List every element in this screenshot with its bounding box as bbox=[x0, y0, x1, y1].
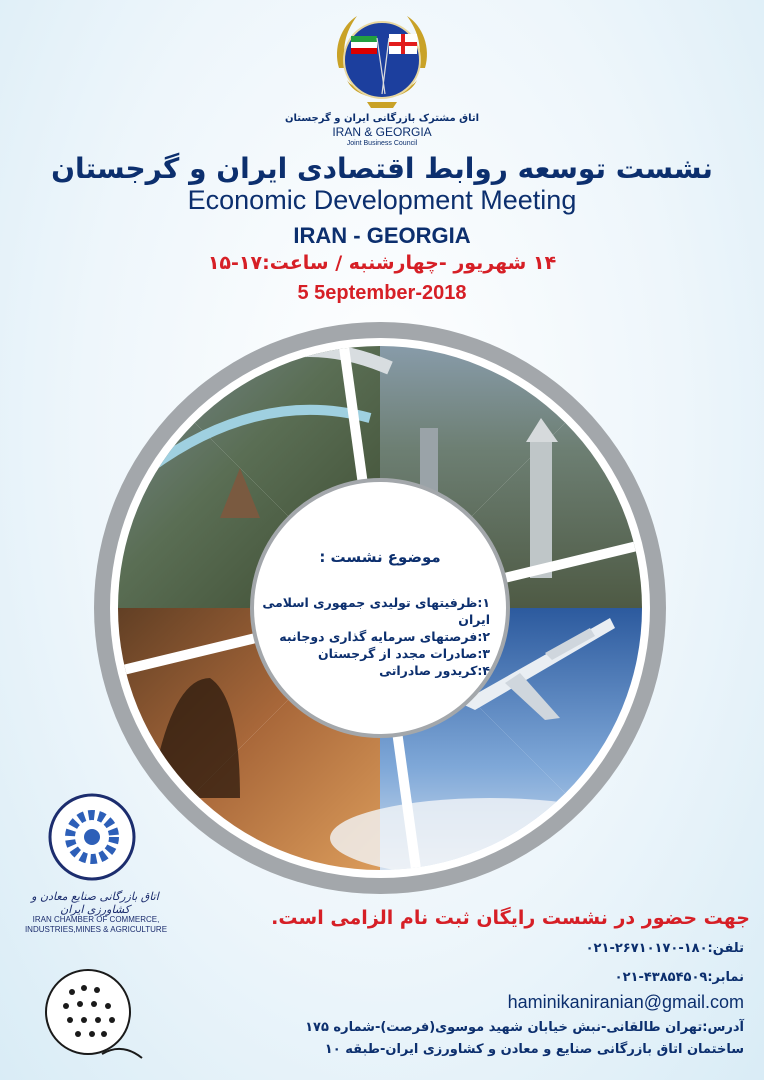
chamber-name-en-line1: IRAN CHAMBER OF COMMERCE, bbox=[32, 915, 160, 924]
event-date-fa: ۱۴ شهریور -چهارشنبه / ساعت:۱۷-۱۵ bbox=[207, 252, 557, 274]
topic-item: ۳:صادرات مجدد از گرجستان bbox=[317, 646, 490, 661]
emblem-globe bbox=[344, 22, 420, 98]
fax-number: نمابر:۴۳۸۵۴۵۰۹-۰۲۱ bbox=[614, 970, 744, 985]
council-subtitle: Joint Business Council bbox=[346, 140, 418, 147]
registration-note: جهت حضور در نشست رایگان ثبت نام الزامی است. bbox=[271, 907, 750, 929]
chamber-name-fa: اتاق بازرگانی صنایع معادن و کشاورزی ایران bbox=[31, 890, 159, 916]
page-title-en: Economic Development Meeting bbox=[187, 185, 577, 215]
event-date-en: 5 5eptember-2018 bbox=[297, 282, 467, 304]
topic-item: ۲:فرصتهای سرمایه گذاری دوجانبه bbox=[279, 629, 490, 644]
chamber-logo-icon bbox=[48, 793, 136, 881]
georgia-flag-icon bbox=[389, 34, 417, 54]
phone-number: تلفن:۱۸۰-۲۶۷۱۰۱۷۰-۰۲۱ bbox=[585, 941, 744, 956]
topic-item: ۱:ظرفیتهای تولیدی جمهوری اسلامی ایران bbox=[262, 595, 490, 627]
topics-list bbox=[250, 594, 490, 679]
council-name-en: IRAN & GEORGIA bbox=[332, 125, 432, 139]
chamber-name-en-line2: INDUSTRIES,MINES & AGRICULTURE bbox=[24, 925, 168, 934]
topic-item: ۴:کریدور صادراتی bbox=[379, 663, 490, 678]
page-title-fa: نشست توسعه روابط اقتصادی ایران و گرجستان bbox=[51, 152, 713, 185]
address-line-2: ساختمان اتاق بازرگانی صنایع و معادن و کشاورزی ایران-طبقه ۱۰ bbox=[324, 1042, 744, 1057]
email-link[interactable]: haminikaniranian@gmail.com bbox=[507, 992, 744, 1012]
joint-council-emblem bbox=[327, 8, 437, 116]
council-name-fa: اتاق مشترک بازرگانی ایران و گرجستان bbox=[284, 113, 480, 124]
globe-logo-icon bbox=[42, 962, 152, 1072]
iran-flag-icon bbox=[351, 36, 377, 54]
topics-heading: موضوع نشست : bbox=[319, 548, 441, 566]
countries-label: IRAN - GEORGIA bbox=[293, 223, 471, 248]
chamber-name-en bbox=[6, 915, 186, 935]
address-line-1: آدرس:تهران طالقانی-نبش خیابان شهید موسوی(فرصت)-شماره ۱۷۵ bbox=[305, 1020, 744, 1035]
